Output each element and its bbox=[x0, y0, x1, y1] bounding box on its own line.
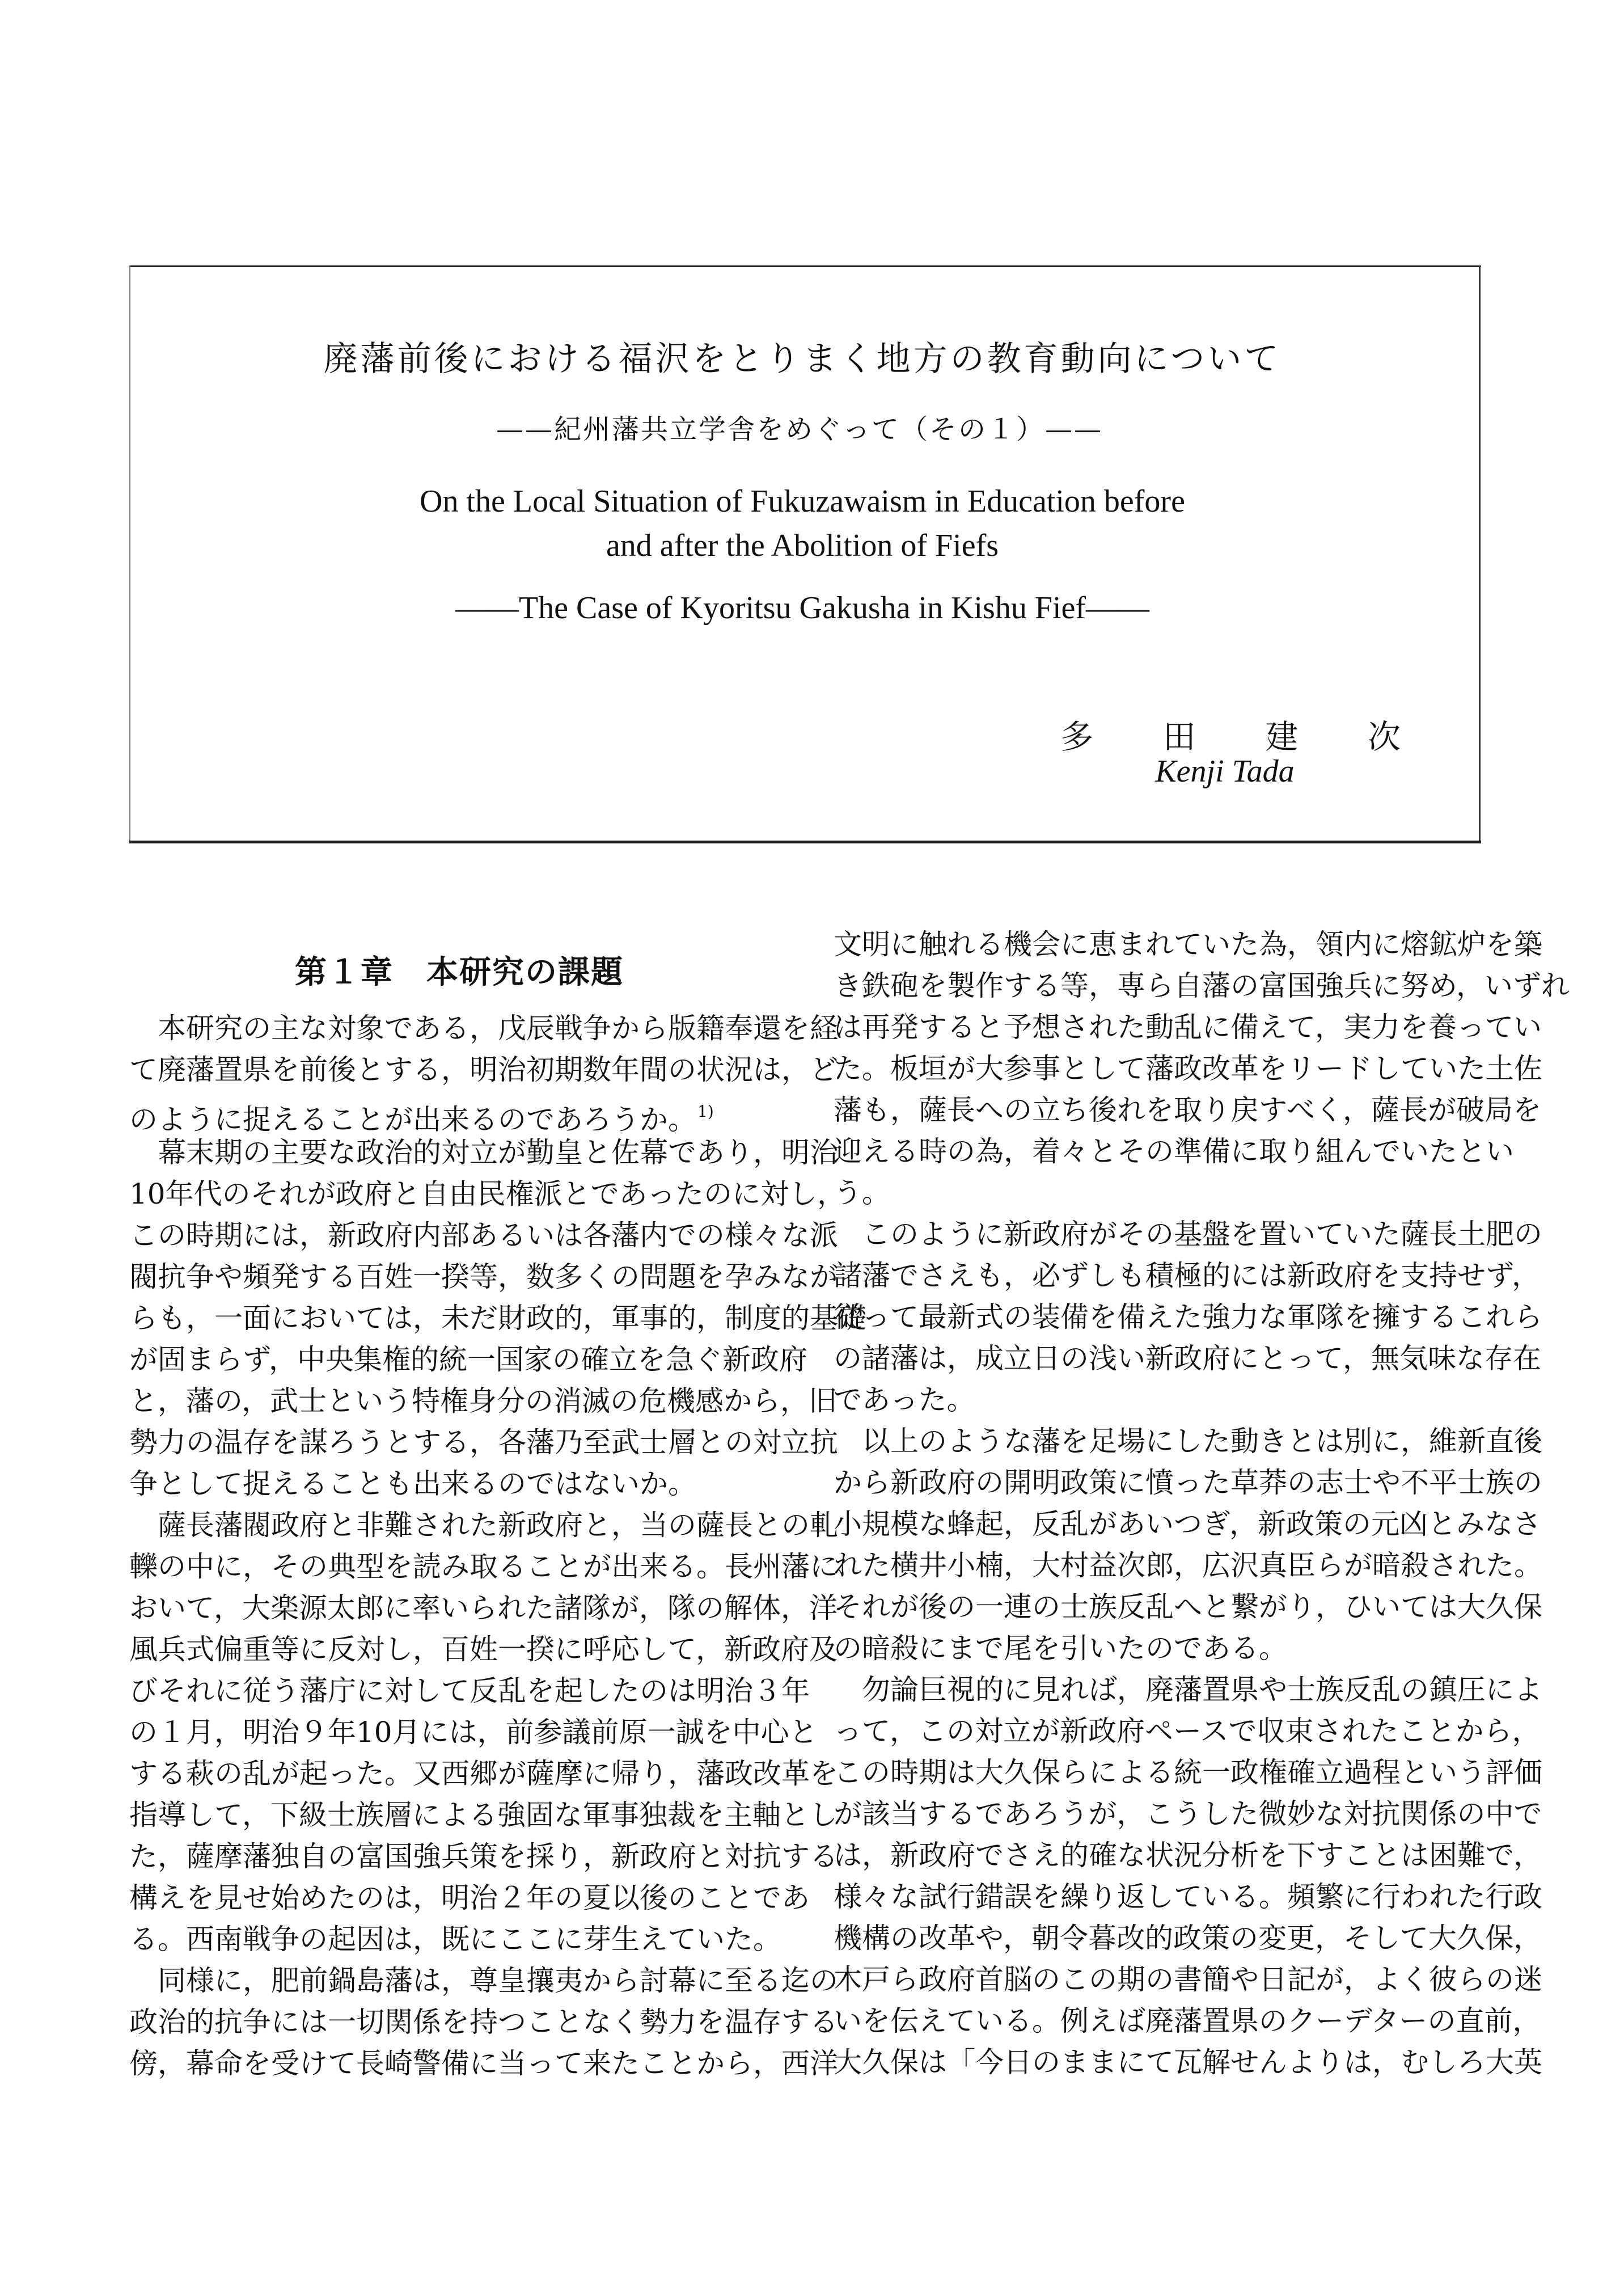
text-line-content: って，この対立が新政府ペースで収束されたことから， bbox=[834, 1715, 1541, 1748]
text-line bbox=[834, 1504, 1541, 1545]
paper-title-jp: 廃藩前後における福沢をとりまく地方の教育動向について bbox=[323, 339, 1282, 379]
text-line bbox=[129, 1712, 818, 1753]
text-line-content: びそれに従う藩庁に対して反乱を起したのは明治３年 bbox=[129, 1674, 810, 1707]
footnote-marker[interactable]: 1) bbox=[697, 1102, 714, 1121]
text-line bbox=[129, 1091, 770, 1136]
text-line bbox=[129, 1174, 846, 1215]
text-line-content: する萩の乱が起った。又西郷が薩摩に帰り，藩政改革を bbox=[129, 1757, 838, 1790]
text-line bbox=[834, 1131, 1514, 1172]
author-char: 建 bbox=[1265, 717, 1299, 756]
text-line-content: 大久保は「今日のままにて瓦解せんよりは，むしろ大英 bbox=[834, 2046, 1542, 2079]
text-line-content: き鉄砲を製作する等，専ら自藩の富国強兵に努め，いずれ bbox=[834, 969, 1570, 1002]
text-line-content: から新政府の開明政策に憤った草莽の志士や不平士族の bbox=[834, 1466, 1542, 1499]
text-line bbox=[129, 1505, 838, 1546]
chapter-heading: 第１章 本研究の課題 bbox=[295, 953, 624, 991]
text-line bbox=[129, 1960, 838, 2002]
paragraph bbox=[129, 1008, 838, 1136]
text-line bbox=[834, 1172, 1474, 1214]
text-line bbox=[834, 1835, 1542, 1876]
text-line bbox=[834, 1959, 1542, 2000]
text-line bbox=[834, 1918, 1542, 1959]
text-line bbox=[129, 1546, 838, 1588]
title-box-bottom-rule bbox=[129, 841, 1481, 843]
text-line-content: た，薩摩藩独自の富国強兵策を採り，新政府と対抗する bbox=[129, 1840, 838, 1873]
text-line-content: れた横井小楠，大村益次郎，広沢真臣らが暗殺された。 bbox=[834, 1549, 1542, 1582]
text-line-content: おいて，大楽源太郎に率いられた諸隊が，隊の解体，洋 bbox=[129, 1592, 838, 1624]
text-line bbox=[834, 2000, 1541, 2042]
text-line-content: 閥抗争や頻発する百姓一揆等，数多くの問題を孕みなが bbox=[129, 1260, 838, 1293]
author-char: 次 bbox=[1367, 717, 1401, 756]
text-line-content: は再発すると予想された動乱に備えて，実力を養ってい bbox=[834, 1011, 1542, 1044]
text-line bbox=[129, 1381, 837, 1422]
text-line-content: 轢の中に，その典型を読み取ることが出来る。長州藩に bbox=[129, 1550, 838, 1583]
text-line-content: と，藩の，武士という特権身分の消滅の危機感から，旧 bbox=[129, 1385, 837, 1417]
text-line bbox=[129, 1588, 838, 1629]
text-line bbox=[834, 1669, 1542, 1711]
text-line bbox=[834, 1338, 1541, 1379]
paper-title-en-line2: and after the Abolition of Fiefs bbox=[606, 528, 999, 563]
text-line bbox=[129, 1132, 838, 1174]
text-line-content: 薩長藩閥政府と非難された新政府と，当の薩長との軋 bbox=[158, 1509, 838, 1542]
text-line bbox=[834, 1876, 1542, 1918]
text-line-content: 様々な試行錯誤を繰り返している。頻繁に行われた行政 bbox=[834, 1880, 1542, 1913]
text-line bbox=[834, 1462, 1542, 1504]
text-line bbox=[834, 1297, 1542, 1338]
text-line-content: る。西南戦争の起因は，既にここに芽生えていた。 bbox=[129, 1923, 781, 1956]
text-line-content: 本研究の主な対象である，戊辰戦争から版籍奉還を経 bbox=[158, 1012, 838, 1045]
title-box-right-rule bbox=[1479, 265, 1481, 843]
text-line bbox=[129, 2043, 838, 2084]
text-line bbox=[129, 1670, 810, 1712]
text-line bbox=[129, 1298, 866, 1339]
text-line bbox=[834, 1545, 1542, 1586]
text-line-content: の諸藩は，成立日の浅い新政府にとって，無気味な存在 bbox=[834, 1342, 1541, 1375]
paragraph bbox=[834, 1214, 1542, 1421]
paper-subtitle-jp: ——紀州藩共立学舎をめぐって（その１）—— bbox=[496, 413, 1103, 445]
text-line-content: それが後の一連の士族反乱へと繋がり，ひいては大久保 bbox=[834, 1590, 1542, 1623]
paragraph bbox=[834, 924, 1570, 1214]
text-line-content: が該当するであろうが，こうした微妙な対抗関係の中で bbox=[834, 1797, 1542, 1830]
author-name-en: Kenji Tada bbox=[1155, 754, 1295, 789]
text-line-content: 文明に触れる機会に恵まれていた為，領内に熔鉱炉を築 bbox=[834, 928, 1542, 961]
text-line-content: らも，一面においては，未だ財政的，軍事的，制度的基礎 bbox=[129, 1302, 866, 1335]
left-column bbox=[129, 1008, 866, 2084]
paper-subtitle-en: ——The Case of Kyoritsu Gakusha in Kishu Fief—— bbox=[455, 590, 1150, 626]
text-line bbox=[129, 1919, 781, 1960]
text-line-content: 同様に，肥前鍋島藩は，尊皇攘夷から討幕に至る迄の bbox=[158, 1964, 838, 1997]
text-line-content: て廃藩置県を前後とする，明治初期数年間の状況は，ど bbox=[129, 1053, 838, 1086]
text-line-content: の暗殺にまで尾を引いたのである。 bbox=[834, 1632, 1287, 1665]
text-line-content: いを伝えている。例えば廃藩置県のクーデターの直前， bbox=[834, 2004, 1541, 2037]
text-line bbox=[834, 1711, 1541, 1752]
text-line bbox=[834, 924, 1542, 965]
text-line bbox=[834, 1421, 1542, 1462]
text-line bbox=[834, 1379, 1474, 1421]
text-line-content: 以上のような藩を足場にした動きとは別に，維新直後 bbox=[862, 1425, 1542, 1458]
text-line-content: であった。 bbox=[834, 1383, 975, 1416]
text-line-content: 勢力の温存を謀ろうとする，各藩乃至武士層との対立抗 bbox=[129, 1426, 838, 1459]
paragraph bbox=[129, 1505, 838, 1960]
paragraph bbox=[834, 1421, 1542, 1669]
text-line bbox=[129, 1629, 838, 1670]
text-line-content: 迎える時の為，着々とその準備に取り組んでいたとい bbox=[834, 1135, 1514, 1168]
text-line bbox=[129, 1753, 838, 1795]
text-line bbox=[129, 1256, 838, 1298]
text-line bbox=[834, 965, 1570, 1007]
text-line-content: 争として捉えることも出来るのではないか。 bbox=[129, 1467, 696, 1500]
text-line bbox=[129, 1795, 838, 1836]
text-line-content: 政治的抗争には一切関係を持つことなく勢力を温存する bbox=[129, 2006, 838, 2038]
text-line-content: 勿論巨視的に見れば，廃藩置県や士族反乱の鎮圧によ bbox=[862, 1673, 1542, 1706]
text-line-content: 指導して，下級士族層による強固な軍事独裁を主軸とし bbox=[129, 1799, 838, 1831]
text-line-content: が固まらず，中央集権的統一国家の確立を急ぐ新政府 bbox=[129, 1343, 807, 1376]
text-line bbox=[129, 1008, 838, 1049]
paragraph bbox=[834, 1669, 1542, 2083]
text-line bbox=[834, 1752, 1542, 1793]
text-line-content: た。板垣が大参事として藩政改革をリードしていた土佐 bbox=[834, 1052, 1542, 1085]
paragraph bbox=[129, 1960, 838, 2084]
text-line bbox=[129, 1215, 838, 1256]
text-line-content: 木戸ら政府首脳のこの期の書簡や日記が，よく彼らの迷 bbox=[834, 1963, 1542, 1996]
text-line-content: 傍，幕命を受けて長崎警備に当って来たことから，西洋 bbox=[129, 2047, 838, 2080]
text-line-content: 従って最新式の装備を備えた強力な軍隊を擁するこれら bbox=[834, 1301, 1542, 1333]
title-box-top-rule bbox=[129, 265, 1481, 267]
text-line bbox=[834, 1586, 1542, 1628]
text-line-content: 諸藩でさえも，必ずしも積極的には新政府を支持せず， bbox=[834, 1259, 1540, 1292]
paragraph bbox=[129, 1132, 866, 1505]
text-line-content: 機構の改革や，朝令暮改的政策の変更，そして大久保， bbox=[834, 1922, 1542, 1955]
paper-title-en-line1: On the Local Situation of Fukuzawaism in Education before bbox=[420, 484, 1185, 519]
text-line bbox=[129, 2002, 838, 2043]
text-line-content: う。 bbox=[834, 1176, 890, 1209]
text-line bbox=[129, 1836, 838, 1877]
text-line bbox=[834, 1255, 1540, 1297]
text-line bbox=[129, 1463, 770, 1505]
right-column bbox=[834, 924, 1570, 2083]
title-box-left-rule bbox=[129, 265, 130, 843]
text-line-content: 藩も，薩長への立ち後れを取り戻すべく，薩長が破局を bbox=[834, 1094, 1541, 1126]
text-line bbox=[129, 1877, 810, 1919]
text-line bbox=[834, 1793, 1542, 1835]
text-line bbox=[834, 1048, 1542, 1090]
text-line bbox=[834, 1090, 1541, 1131]
text-line-content: このように新政府がその基盤を置いていた薩長土肥の bbox=[862, 1218, 1542, 1251]
text-line-content: のように捉えることが出来るのであろうか。 bbox=[129, 1103, 696, 1136]
text-line bbox=[834, 1628, 1474, 1669]
text-line-content: 風兵式偏重等に反対し，百姓一揆に呼応して，新政府及 bbox=[129, 1633, 838, 1666]
author-char: 多 bbox=[1060, 717, 1094, 756]
text-line-content: 10年代のそれが政府と自由民権派とであったのに対し， bbox=[129, 1177, 846, 1210]
text-line-content: 構えを見せ始めたのは，明治２年の夏以後のことであ bbox=[129, 1881, 810, 1914]
author-name-jp bbox=[1060, 710, 1401, 758]
text-line-content: この時期は大久保らによる統一政権確立過程という評価 bbox=[834, 1756, 1542, 1789]
text-line bbox=[129, 1422, 838, 1463]
text-line-content: の１月，明治９年10月には，前参議前原一誠を中心と bbox=[129, 1716, 818, 1749]
text-line bbox=[834, 1214, 1542, 1255]
text-line bbox=[129, 1049, 838, 1091]
text-line-content: 幕末期の主要な政治的対立が勤皇と佐幕であり，明治 bbox=[158, 1136, 838, 1169]
author-char: 田 bbox=[1162, 717, 1196, 756]
text-line bbox=[129, 1339, 807, 1381]
text-line bbox=[834, 2042, 1542, 2083]
text-line bbox=[834, 1007, 1542, 1048]
text-line-content: は，新政府でさえ的確な状況分析を下すことは困難で， bbox=[834, 1839, 1542, 1872]
text-line-content: この時期には，新政府内部あるいは各藩内での様々な派 bbox=[129, 1219, 838, 1252]
text-line-content: 小規模な蜂起，反乱があいつぎ，新政策の元凶とみなさ bbox=[834, 1508, 1541, 1540]
